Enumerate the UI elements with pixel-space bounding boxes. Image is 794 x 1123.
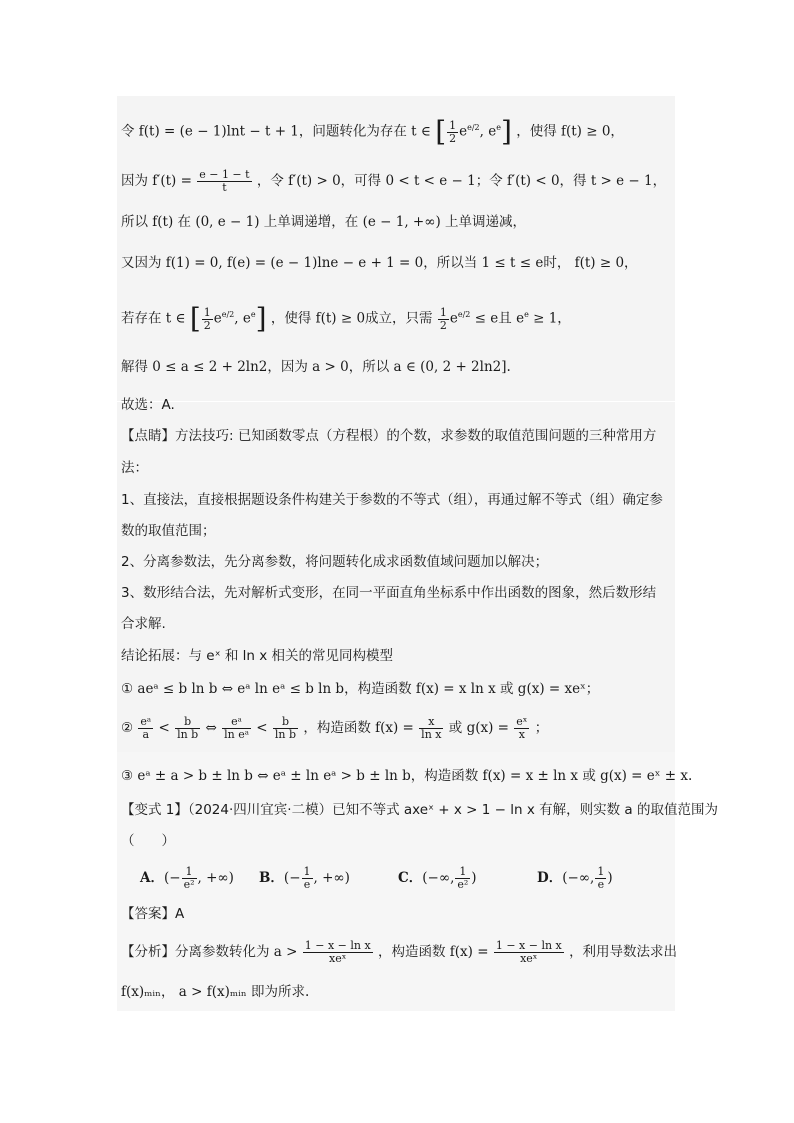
text-c: ，利用导数法求出 <box>569 944 678 960</box>
label: B． <box>259 870 284 886</box>
model-1: ① aeᵃ ≤ b ln b ⇔ eᵃ ln eᵃ ≤ b ln b，构造函数 f(x) = x ln x 或 g(x) = xeˣ； <box>121 681 600 697</box>
fraction-half <box>202 307 213 332</box>
text-e: ； <box>534 720 549 736</box>
model-2 <box>121 716 548 741</box>
text-tail: , e <box>234 310 251 327</box>
exp2: e <box>250 310 256 319</box>
e-symbol: e <box>213 310 222 327</box>
answer-choice: 故选：A. <box>121 397 175 413</box>
model-3: ③ eᵃ ± a > b ± ln b ⇔ eᵃ ± ln eᵃ > b ± ln b，构造函数 f(x) = x ± ln x 或 g(x) = eˣ ± x. <box>121 768 693 784</box>
label: D． <box>537 870 563 886</box>
post: , +∞) <box>313 870 350 886</box>
den: 2 <box>449 131 457 145</box>
tip-line-3: 1、直接法，直接根据题设条件构建关于参数的不等式（组），再通过解不等式（组）确定参 <box>121 492 663 508</box>
den: 2 <box>203 318 211 332</box>
den: e² <box>183 878 195 891</box>
frac2 <box>494 940 564 965</box>
bracket-open: [ <box>435 115 447 148</box>
den: xeˣ <box>520 952 538 965</box>
tip-line-2: 法： <box>121 460 148 476</box>
circle-2: ② <box>121 720 134 736</box>
text-l1: 令 f(t) = (e − 1)lnt − t + 1，问题转化为存在 t ∈ <box>121 123 431 140</box>
extension-heading: 结论拓展：与 eˣ 和 ln x 相关的常见同构模型 <box>121 648 394 664</box>
num: 1 − x − ln x <box>304 939 371 952</box>
bracket-close: ] <box>255 302 267 335</box>
den: ln eᵃ <box>224 728 249 741</box>
tip-line-4: 数的取值范围； <box>121 523 216 539</box>
lt: < <box>158 720 170 736</box>
den: xeˣ <box>329 952 347 965</box>
bracket-close: ] <box>500 115 512 148</box>
exp: e/2 <box>221 310 235 319</box>
solution-line-1 <box>121 115 624 148</box>
frac <box>455 866 470 891</box>
variant-parens: （ ） <box>121 833 175 849</box>
den: ln b <box>177 728 199 741</box>
num: 1 <box>439 305 447 319</box>
text-b: ，使得 f(t) ≥ 0成立，只需 <box>270 310 433 327</box>
f5 <box>419 716 443 741</box>
fraction-half <box>447 120 458 145</box>
post: ) <box>607 870 613 886</box>
post: ) <box>471 870 477 886</box>
tip-line-7: 合求解. <box>121 616 166 632</box>
num: 1 <box>449 118 457 132</box>
frac1 <box>303 940 373 965</box>
f6 <box>514 716 529 741</box>
label: A． <box>140 870 164 886</box>
frac <box>302 866 313 891</box>
exp: e/2 <box>467 123 480 132</box>
num: 1 <box>455 866 470 879</box>
num: 1 <box>597 865 605 878</box>
variant-question: 【变式 1】（2024·四川宜宾·二模）已知不等式 axeˣ + x > 1 − ln x 有解，则实数 a 的取值范围为 <box>121 802 718 818</box>
num: eᵃ <box>222 716 251 729</box>
derivative-fraction <box>197 169 251 194</box>
text-end: ，使得 f(t) ≥ 0， <box>516 123 624 140</box>
bracket-open: [ <box>189 302 201 335</box>
f2 <box>175 716 200 741</box>
f1 <box>138 716 153 741</box>
f4 <box>273 716 298 741</box>
text-b: ，构造函数 f(x) = <box>303 720 414 736</box>
num: 1 <box>303 865 311 878</box>
den: e <box>303 878 311 891</box>
solution-line-2 <box>121 169 666 194</box>
option-d[interactable] <box>537 866 613 891</box>
exp2: e <box>496 123 501 132</box>
f3 <box>222 716 251 741</box>
num: eˣ <box>516 715 528 728</box>
tip-line-5: 2、分离参数法，先分离参数，将问题转化成求函数值域问题加以解决； <box>121 554 549 570</box>
text-a: 因为 f′(t) = <box>121 173 192 189</box>
den: 2 <box>439 318 447 332</box>
exp2: e <box>524 310 529 319</box>
solution-line-5 <box>121 302 571 335</box>
den: t <box>222 181 227 194</box>
den: a <box>142 728 150 741</box>
num: b <box>175 716 200 729</box>
e-symbol: e <box>449 310 458 327</box>
num: 1 <box>203 305 211 319</box>
text-a: 【分析】分离参数转化为 a > <box>121 944 298 960</box>
option-b[interactable] <box>259 866 350 891</box>
lt2: < <box>256 720 268 736</box>
text-c: 或 g(x) = <box>448 720 509 736</box>
frac <box>595 866 606 891</box>
tip-line-6: 3、数形结合法，先对解析式变形，在同一平面直角坐标系中作出函数的图象，然后数形结 <box>121 585 657 601</box>
text-e: ≥ 1， <box>528 310 571 327</box>
den: ln x <box>421 728 442 741</box>
pre: (−∞, <box>562 870 595 886</box>
frac <box>182 866 197 891</box>
num: e − 1 − t <box>199 168 250 181</box>
pre: (− <box>283 870 301 886</box>
analysis-line-2: f(x)ₘᵢₙ， a > f(x)ₘᵢₙ 即为所求. <box>121 984 310 1000</box>
den: e <box>597 878 605 891</box>
num: 1 <box>182 866 197 879</box>
text-b: ，令 f′(t) > 0，可得 0 < t < e − 1；令 f′(t) < 0，得 t > e − 1， <box>256 173 667 189</box>
num: b <box>273 716 298 729</box>
label: C． <box>398 870 423 886</box>
option-a[interactable] <box>140 866 234 891</box>
pre: (−∞, <box>422 870 455 886</box>
den: ln b <box>274 728 297 741</box>
tip-line-1: 【点睛】方法技巧: 已知函数零点（方程根）的个数，求参数的取值范围问题的三种常用方 <box>121 428 657 444</box>
text-d: ≤ e且 e <box>470 310 525 327</box>
solution-line-6: 解得 0 ≤ a ≤ 2 + 2ln2，因为 a > 0，所以 a ∈ (0, 2 + 2ln2]. <box>121 359 511 375</box>
exp: e/2 <box>457 310 471 319</box>
text-tail: , e <box>479 123 497 140</box>
num: x <box>419 716 443 729</box>
den: x <box>518 728 525 741</box>
solution-line-3: 所以 f(t) 在 (0, e − 1) 上单调递增，在 (e − 1, +∞) 上单调递减， <box>121 214 527 230</box>
analysis-line <box>121 940 677 965</box>
e-symbol: e <box>459 123 468 140</box>
text-a: 若存在 t ∈ <box>121 310 186 327</box>
den: e² <box>457 878 469 891</box>
iff: ⇔ <box>205 720 217 736</box>
option-c[interactable] <box>398 866 477 891</box>
shaded-block-mid <box>117 402 675 752</box>
fraction-half-2 <box>438 307 449 332</box>
solution-line-4: 又因为 f(1) = 0, f(e) = (e − 1)lne − e + 1 = 0，所以当 1 ≤ t ≤ e时， f(t) ≥ 0， <box>121 255 638 271</box>
answer-line: 【答案】A <box>121 906 185 922</box>
post: , +∞) <box>197 870 234 886</box>
pre: (− <box>163 870 181 886</box>
num: 1 − x − ln x <box>495 939 562 952</box>
text-b: ，构造函数 f(x) = <box>377 944 489 960</box>
num: eᵃ <box>140 715 152 728</box>
